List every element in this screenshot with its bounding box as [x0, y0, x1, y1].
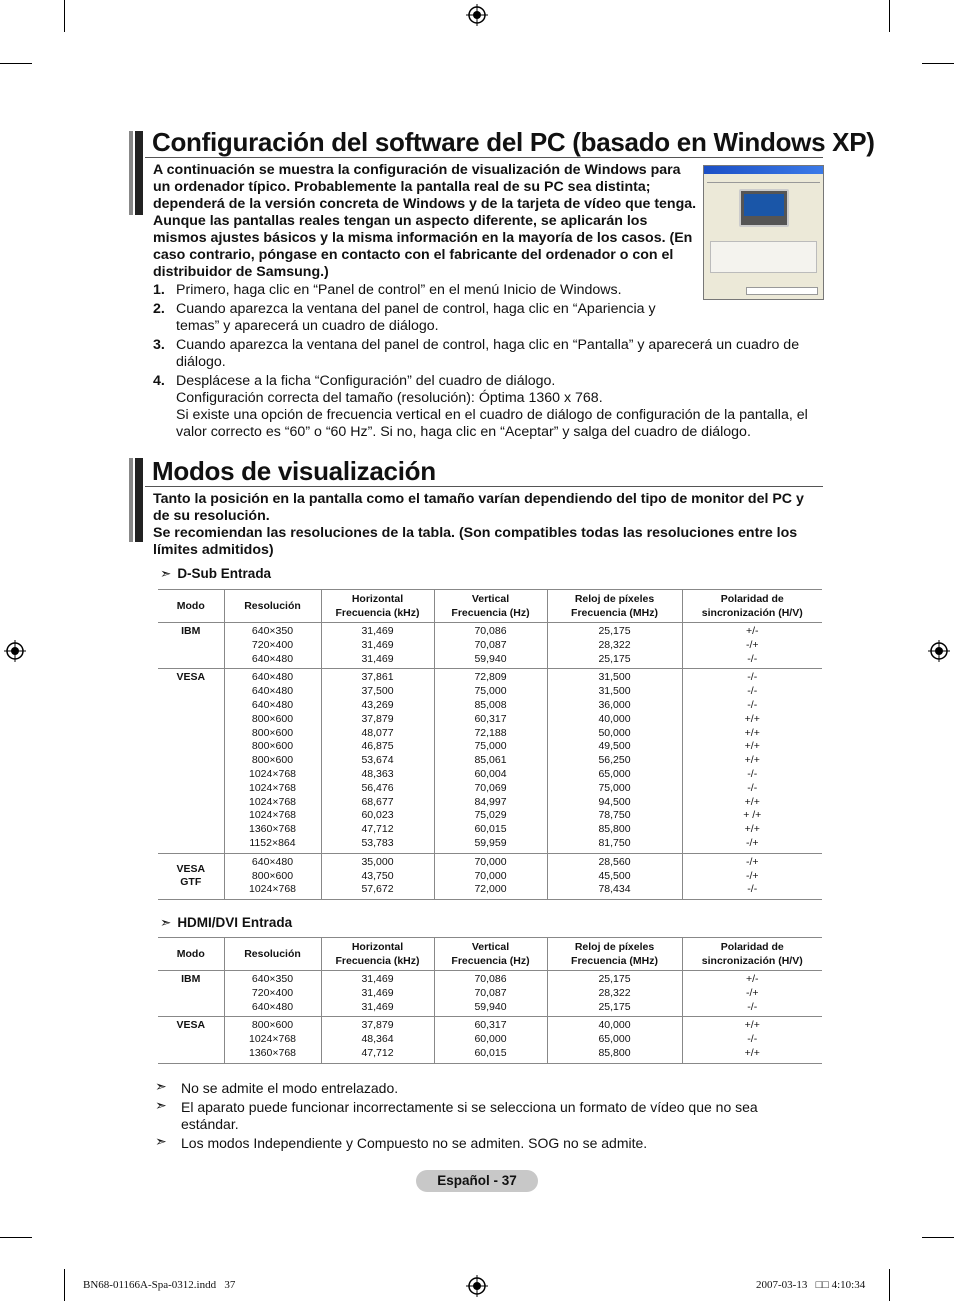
step-number: 2.: [153, 301, 165, 317]
intro-text: [153, 162, 698, 281]
step-item: [153, 337, 818, 371]
mode-cell: IBM: [158, 623, 224, 669]
mode-cell: VESA GTF: [158, 853, 224, 899]
step-text: Primero, haga clic en “Panel de control” en el menú Inicio de Windows.: [176, 282, 622, 298]
steps-list: [153, 282, 818, 443]
note-item: [155, 1099, 785, 1133]
column-header: Polaridad de sincronización (H/V): [682, 590, 822, 623]
vertical-freq-cell: 60,317 60,000 60,015: [434, 1017, 547, 1063]
registration-mark-icon: [466, 4, 488, 26]
dialog-settings-area: [710, 241, 817, 273]
section-title-pc-config: Configuración del software del PC (basado en Windows XP): [152, 127, 875, 157]
column-header: Resolución: [224, 590, 321, 623]
page-number-badge: Español - 37: [416, 1170, 538, 1192]
section-title-display-modes: Modos de visualización: [152, 456, 436, 486]
crop-mark: [64, 0, 65, 32]
dialog-tabs: [707, 176, 820, 183]
column-header: Modo: [158, 938, 224, 971]
resolution-cell: 640×350 720×400 640×480: [224, 971, 321, 1017]
note-text: El aparato puede funcionar incorrectamente si se selecciona un formato de vídeo que no sea estándar.: [181, 1099, 758, 1132]
horizontal-freq-cell: 37,861 37,500 43,269 37,879 48,077 46,875 53,674 48,363 56,476 68,677 60,023 47,712 53,783: [321, 669, 434, 853]
hdmi-table: [158, 937, 822, 1064]
pixel-clock-cell: 28,560 45,500 78,434: [547, 853, 682, 899]
horizontal-freq-cell: 31,469 31,469 31,469: [321, 623, 434, 669]
note-item: [155, 1080, 785, 1097]
table-row: [158, 971, 822, 1017]
crop-mark: [922, 1237, 954, 1238]
modes-intro-1: Tanto la posición en la pantalla como el tamaño varían dependiendo del tipo de monitor del PC y de su resolución.: [153, 491, 804, 524]
horizontal-freq-cell: 35,000 43,750 57,672: [321, 853, 434, 899]
sync-polarity-cell: -/+ -/+ -/-: [682, 853, 822, 899]
sync-polarity-cell: +/- -/+ -/-: [682, 623, 822, 669]
column-header: Polaridad de sincronización (H/V): [682, 938, 822, 971]
step-number: 4.: [153, 373, 165, 389]
crop-mark: [889, 1269, 890, 1301]
resolution-cell: 640×480 800×600 1024×768: [224, 853, 321, 899]
intro-paragraph: A continuación se muestra la configuración de visualización de Windows para un ordenador típico. Probablemente la pantalla real de su PC sea distinta; dependerá de la versión concreta de Windows y de la tarjeta de vídeo que tenga. Aunque las pantallas reales tengan un aspecto diferente, se aplicarán los mismos ajustes básicos y la misma información en la mayoría de los casos. (En caso contrario, póngase en contacto con el fabricante del ordenador o con el distribuidor de Samsung.): [153, 162, 697, 280]
vertical-freq-cell: 70,086 70,087 59,940: [434, 971, 547, 1017]
table-row: [158, 853, 822, 899]
column-header: Vertical Frecuencia (Hz): [434, 590, 547, 623]
note-arrow-icon: ➣: [155, 1133, 167, 1149]
note-arrow-icon: ➣: [160, 915, 172, 930]
note-text: No se admite el modo entrelazado.: [181, 1080, 399, 1096]
note-arrow-icon: ➣: [155, 1097, 167, 1113]
resolution-cell: 640×480 640×480 640×480 800×600 800×600 800×600 800×600 1024×768 1024×768 1024×768 1024×768 1360×768 1152×864: [224, 669, 321, 853]
crop-mark: [64, 1269, 65, 1301]
modes-intro-2: Se recomiendan las resoluciones de la tabla. (Son compatibles todas las resoluciones entre los límites admitidos): [153, 525, 798, 558]
step-number: 3.: [153, 337, 165, 353]
modes-intro: [153, 491, 818, 559]
section-bar: [129, 458, 143, 542]
column-header: Horizontal Frecuencia (kHz): [321, 938, 434, 971]
column-header: Resolución: [224, 938, 321, 971]
crop-mark: [0, 63, 32, 64]
table-header-row: [158, 938, 822, 971]
crop-mark: [922, 63, 954, 64]
registration-mark-icon: [4, 640, 26, 662]
column-header: Modo: [158, 590, 224, 623]
mode-cell: IBM: [158, 971, 224, 1017]
table-row: [158, 623, 822, 669]
horizontal-freq-cell: 31,469 31,469 31,469: [321, 971, 434, 1017]
note-arrow-icon: ➣: [160, 566, 172, 581]
horizontal-freq-cell: 37,879 48,364 47,712: [321, 1017, 434, 1063]
step-text: Si existe una opción de frecuencia vertical en el cuadro de diálogo de configuración de la pantalla, el valor correcto es “60” o “60 Hz”. Si no, haga clic en “Aceptar” y salga del cuadro de diálogo.: [176, 407, 808, 440]
step-text: Cuando aparezca la ventana del panel de control, haga clic en “Pantalla” y aparecerá un cuadro de diálogo.: [176, 337, 800, 370]
step-text: Cuando aparezca la ventana del panel de control, haga clic en “Apariencia y temas” y aparecerá un cuadro de diálogo.: [176, 301, 656, 334]
hdmi-label: HDMI/DVI Entrada: [177, 915, 293, 930]
pixel-clock-cell: 40,000 65,000 85,800: [547, 1017, 682, 1063]
dialog-titlebar: [704, 166, 823, 174]
display-properties-screenshot: [703, 165, 824, 300]
footer-timestamp: 2007-03-13 □□ 4:10:34: [756, 1279, 866, 1291]
resolution-cell: 640×350 720×400 640×480: [224, 623, 321, 669]
note-item: [155, 1135, 785, 1152]
resolution-cell: 800×600 1024×768 1360×768: [224, 1017, 321, 1063]
title-rule: [145, 486, 823, 487]
section-bar: [129, 131, 143, 215]
step-item: [153, 301, 666, 335]
table-row: [158, 1017, 822, 1063]
note-arrow-icon: ➣: [155, 1078, 167, 1094]
note-text: Los modos Independiente y Compuesto no se admiten. SOG no se admite.: [181, 1135, 648, 1151]
sync-polarity-cell: +/- -/+ -/-: [682, 971, 822, 1017]
step-text: Desplácese a la ficha “Configuración” del cuadro de diálogo.: [176, 373, 556, 389]
column-header: Reloj de píxeles Frecuencia (MHz): [547, 938, 682, 971]
mode-cell: VESA: [158, 1017, 224, 1063]
pixel-clock-cell: 31,500 31,500 36,000 40,000 50,000 49,500 56,250 65,000 75,000 94,500 78,750 85,800 81,750: [547, 669, 682, 853]
footer-filename: BN68-01166A-Spa-0312.indd 37: [83, 1279, 236, 1291]
column-header: Vertical Frecuencia (Hz): [434, 938, 547, 971]
registration-mark-icon: [928, 640, 950, 662]
step-text: Configuración correcta del tamaño (resolución): Óptima 1360 x 768.: [176, 390, 603, 406]
notes-list: [155, 1080, 785, 1154]
table-row: [158, 669, 822, 853]
sync-polarity-cell: -/- -/- -/- +/+ +/+ +/+ +/+ -/- -/- +/+ + /+ +/+ -/+: [682, 669, 822, 853]
crop-mark: [889, 0, 890, 32]
column-header: Horizontal Frecuencia (kHz): [321, 590, 434, 623]
column-header: Reloj de píxeles Frecuencia (MHz): [547, 590, 682, 623]
hdmi-heading: [160, 915, 292, 931]
title-rule: [145, 157, 823, 158]
dsub-label: D-Sub Entrada: [177, 566, 272, 581]
registration-mark-icon: [466, 1275, 488, 1297]
step-item: [153, 282, 818, 299]
vertical-freq-cell: 70,000 70,000 72,000: [434, 853, 547, 899]
pixel-clock-cell: 25,175 28,322 25,175: [547, 971, 682, 1017]
step-number: 1.: [153, 282, 165, 298]
vertical-freq-cell: 72,809 75,000 85,008 60,317 72,188 75,000 85,061 60,004 70,069 84,997 75,029 60,015 59,959: [434, 669, 547, 853]
sync-polarity-cell: +/+ -/- +/+: [682, 1017, 822, 1063]
pixel-clock-cell: 25,175 28,322 25,175: [547, 623, 682, 669]
dsub-heading: [160, 566, 271, 582]
monitor-preview: [739, 189, 789, 227]
vertical-freq-cell: 70,086 70,087 59,940: [434, 623, 547, 669]
dsub-table: [158, 589, 822, 900]
table-header-row: [158, 590, 822, 623]
crop-mark: [0, 1237, 32, 1238]
step-item: [153, 373, 818, 441]
mode-cell: VESA: [158, 669, 224, 853]
